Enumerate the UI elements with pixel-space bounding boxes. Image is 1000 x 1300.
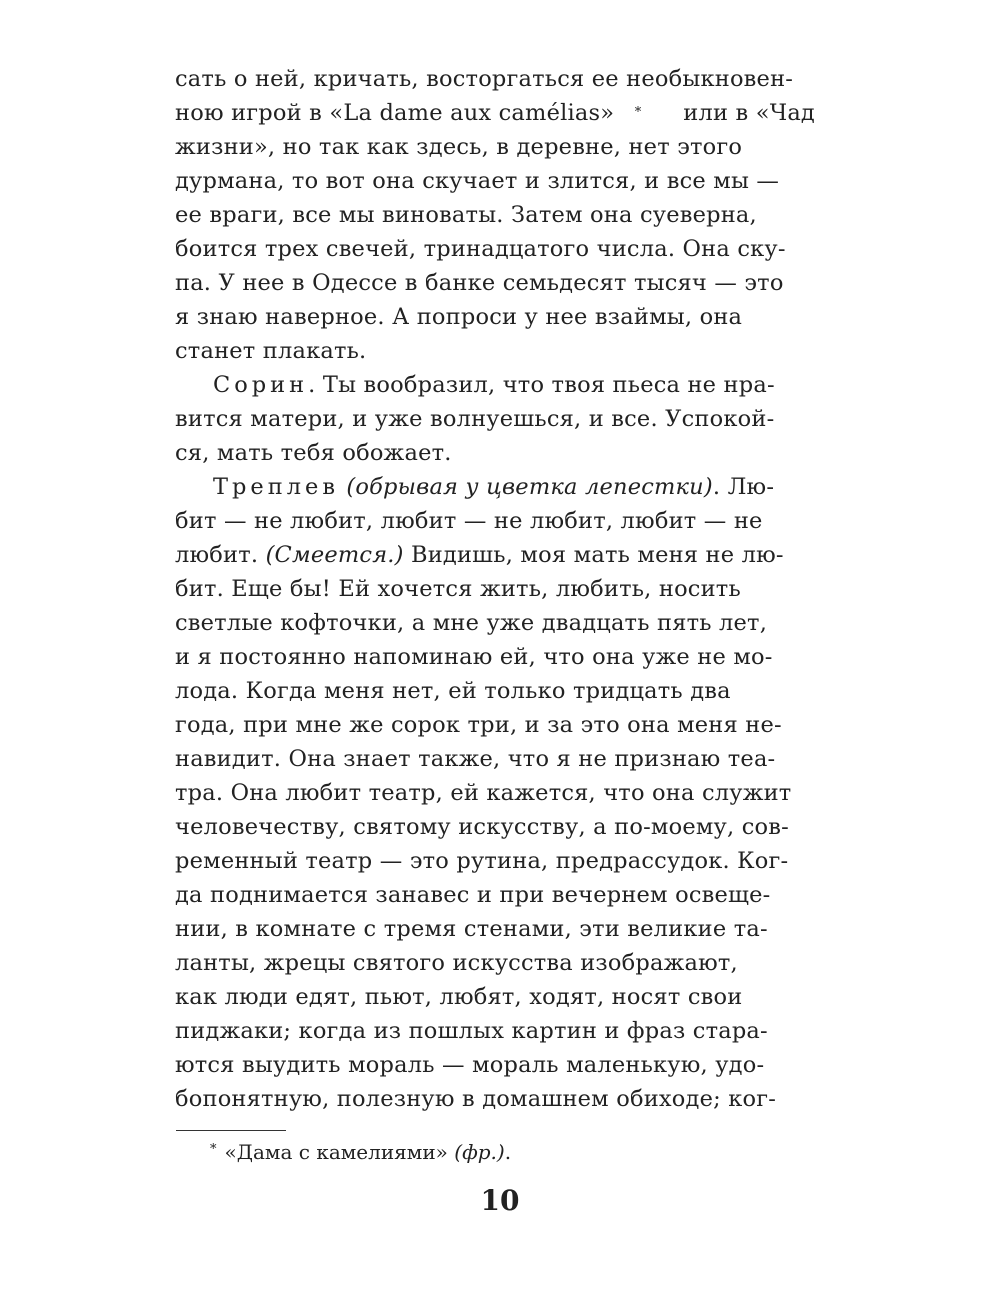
text-line (175, 1048, 815, 1082)
text-segment: бит. Еще бы! Ей хочется жить, любить, носить (175, 576, 741, 602)
text-segment (339, 470, 346, 504)
text-segment: ременный театр — это рутина, предрассудок. Ког- (175, 848, 789, 874)
text-segment: ною игрой в «La dame aux camélias» (175, 100, 615, 126)
text-segment: года, при мне же сорок три, и за это она меня не- (175, 712, 782, 738)
speaker-name: Треплев (213, 474, 339, 500)
text-line (175, 946, 815, 980)
text-line (175, 606, 815, 640)
text-line (175, 164, 815, 198)
text-line (175, 708, 815, 742)
text-line (175, 742, 815, 776)
text-segment: человечеству, святому искусству, а по-моему, сов- (175, 814, 789, 840)
text-line (175, 538, 815, 572)
text-segment: бопонятную, полезную в домашнем обиходе; ког- (175, 1086, 777, 1112)
text-line (175, 334, 815, 368)
text-segment: ются выудить мораль — мораль маленькую, удо- (175, 1052, 765, 1078)
text-line (175, 504, 815, 538)
text-segment: ланты, жрецы святого искусства изображают, (175, 950, 738, 976)
text-segment: и я постоянно напоминаю ей, что она уже не мо- (175, 644, 773, 670)
footnote-reference: * (634, 105, 642, 120)
text-segment: пиджаки; когда из пошлых картин и фраз стара- (175, 1018, 768, 1044)
text-line (175, 1014, 815, 1048)
text-segment: дурмана, то вот она скучает и злится, и все мы — (175, 168, 780, 194)
text-line (175, 810, 815, 844)
text-segment: станет плакать. (175, 338, 367, 364)
footnote-text: «Дама с камелиями» (224, 1140, 455, 1164)
text-segment: лода. Когда меня нет, ей только тридцать два (175, 678, 731, 704)
text-segment: вится матери, и уже волнуешься, и все. Успокой- (175, 406, 775, 432)
text-segment: . Ты вообразил, что твоя пьеса не нра- (308, 372, 775, 398)
text-line (175, 232, 815, 266)
text-segment: светлые кофточки, а мне уже двадцать пять лет, (175, 610, 768, 636)
text-line (175, 96, 815, 130)
text-line (175, 640, 815, 674)
text-segment: я знаю наверное. А попроси у нее взаймы, она (175, 304, 743, 330)
text-line (175, 266, 815, 300)
text-segment: нии, в комнате с тремя стенами, эти великие та- (175, 916, 768, 942)
text-line (175, 130, 815, 164)
text-segment: ее враги, все мы виноваты. Затем она суеверна, (175, 202, 757, 228)
text-segment: ся, мать тебя обожает. (175, 440, 452, 466)
text-line (175, 368, 815, 402)
footnote-language: (фр.) (454, 1140, 505, 1164)
text-segment: боится трех свечей, тринадцатого числа. Она ску- (175, 236, 786, 262)
page-number: 10 (480, 1184, 520, 1217)
footnote (210, 1138, 511, 1166)
text-line (175, 572, 815, 606)
stage-direction: (обрывая у цветка лепестки) (346, 474, 713, 500)
text-segment: навидит. Она знает также, что я не признаю теа- (175, 746, 776, 772)
text-segment: Видишь, моя мать меня не лю- (403, 542, 784, 568)
text-line (175, 980, 815, 1014)
text-line (175, 776, 815, 810)
stage-direction: (Смеется.) (265, 542, 404, 568)
footnote-divider (176, 1130, 286, 1131)
text-segment: сать о ней, кричать, восторгаться ее необыкновен- (175, 66, 794, 92)
text-segment: как люди едят, пьют, любят, ходят, носят свои (175, 984, 743, 1010)
text-segment: па. У нее в Одессе в банке семьдесят тысяч — это (175, 270, 784, 296)
text-segment: жизни», но так как здесь, в деревне, нет этого (175, 134, 743, 160)
text-segment: любит. (175, 542, 266, 568)
text-line (175, 844, 815, 878)
text-line (175, 912, 815, 946)
text-segment: бит — не любит, любит — не любит, любит — не (175, 508, 763, 534)
text-line (175, 1082, 815, 1116)
text-line (175, 436, 815, 470)
text-line (175, 470, 815, 504)
speaker-name: Сорин (213, 372, 309, 398)
text-line (175, 300, 815, 334)
text-line (175, 62, 815, 96)
text-segment: . Лю- (712, 474, 775, 500)
footnote-end: . (504, 1140, 512, 1164)
text-line (175, 674, 815, 708)
text-line (175, 198, 815, 232)
footnote-mark: * (210, 1142, 217, 1157)
text-line (175, 878, 815, 912)
main-text (175, 62, 815, 1116)
text-segment: тра. Она любит театр, ей кажется, что она служит (175, 780, 792, 806)
text-segment: или в «Чад (675, 100, 815, 126)
text-segment: да поднимается занавес и при вечернем освеще- (175, 882, 771, 908)
text-line (175, 402, 815, 436)
